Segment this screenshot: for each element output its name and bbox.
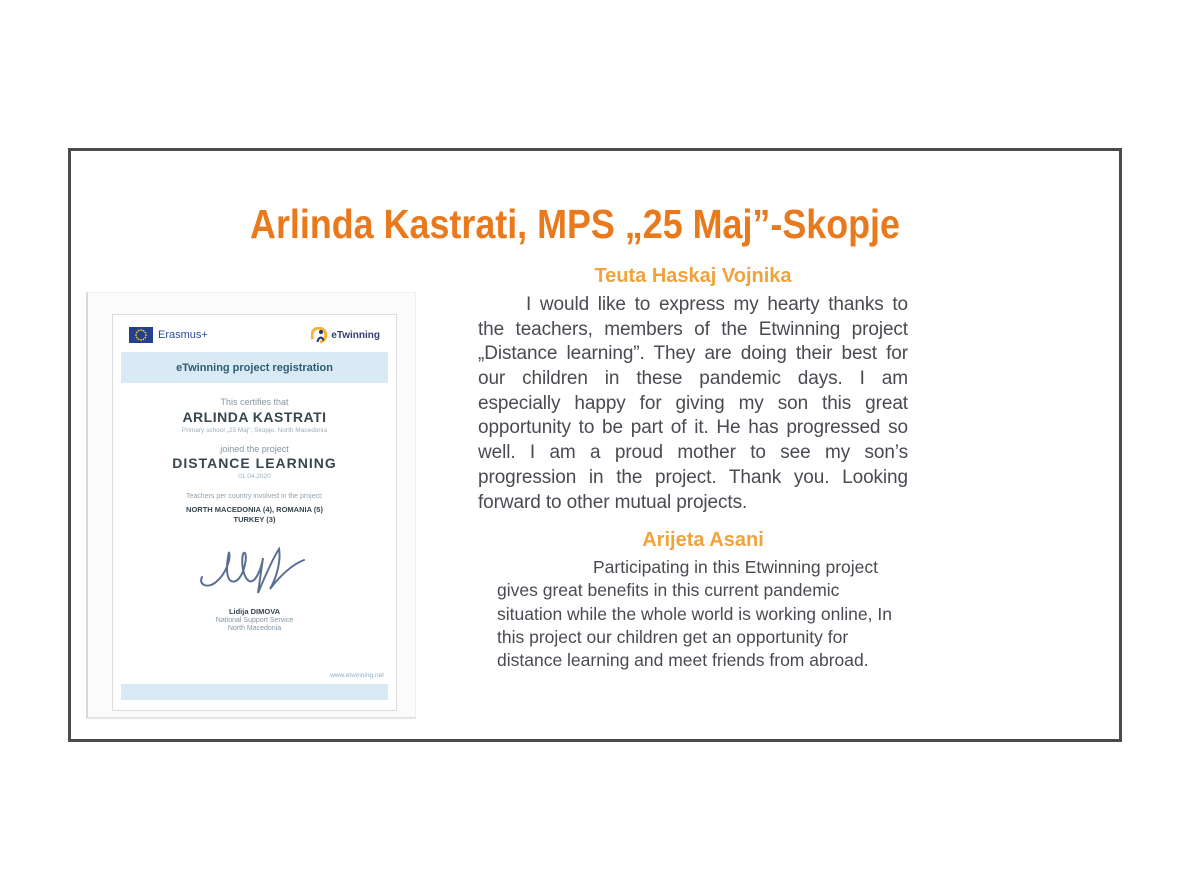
etwinning-website: www.etwinning.net <box>330 672 384 679</box>
testimonial-author: Teuta Haskaj Vojnika <box>594 265 792 287</box>
certifies-line: This certifies that <box>220 397 289 407</box>
signer-organization: National Support Service <box>215 617 294 624</box>
certificate-banner: eTwinning project registration <box>121 352 388 383</box>
recipient-school: Primary school „25 Maj”, Skopje, North Macedonia <box>181 427 328 434</box>
countries-line-1: NORTH MACEDONIA (4), ROMANIA (5) <box>186 505 323 514</box>
recipient-name: ARLINDA KASTRATI <box>182 409 327 425</box>
project-date: 01.04.2020 <box>238 473 271 480</box>
page-title: Arlinda Kastrati, MPS „25 Maj”-Skopje <box>250 201 900 247</box>
signature-image <box>113 537 396 604</box>
erasmus-plus-logo <box>129 327 208 343</box>
certificate-image <box>86 292 416 719</box>
signer-country: North Macedonia <box>227 625 282 632</box>
teachers-per-country-line: Teachers per country involved in the project: <box>186 493 323 500</box>
testimonial-text: Participating in this Etwinning project gives great benefits in this current pandemic situation while the whole world is working online, In this project our children get an opportunity for distance learning and meet friends from abroad. <box>497 557 892 671</box>
eu-flag-icon <box>129 327 153 343</box>
testimonial-text: I would like to express my hearty thanks to the teachers, members of the Etwinning project „Distance learning”. They are doing their best for our children in these pandemic days. I am especially happy for giving my son this great opportunity to be part of it. He has progressed so well. I am a proud mother to see my son’s progression in the project. Thank you. Looking forward to other mutual projects. <box>478 294 908 513</box>
etwinning-figure-icon <box>311 327 328 344</box>
testimonial-arijeta <box>497 529 909 672</box>
erasmus-logo-label: Erasmus+ <box>158 329 208 341</box>
etwinning-logo-label: eTwinning <box>331 330 380 341</box>
etwinning-logo <box>311 327 380 344</box>
certificate-footer-band <box>121 684 388 700</box>
joined-line: joined the project <box>220 444 289 454</box>
testimonial-author: Arijeta Asani <box>642 529 764 551</box>
slide-frame <box>68 148 1122 742</box>
signer-name: Lidija DIMOVA <box>228 607 281 616</box>
testimonial-teuta <box>478 265 908 515</box>
project-name: DISTANCE LEARNING <box>172 455 337 471</box>
countries-line-2: TURKEY (3) <box>233 515 276 524</box>
certificate-logos-row <box>127 325 382 345</box>
certificate-page <box>112 314 397 711</box>
